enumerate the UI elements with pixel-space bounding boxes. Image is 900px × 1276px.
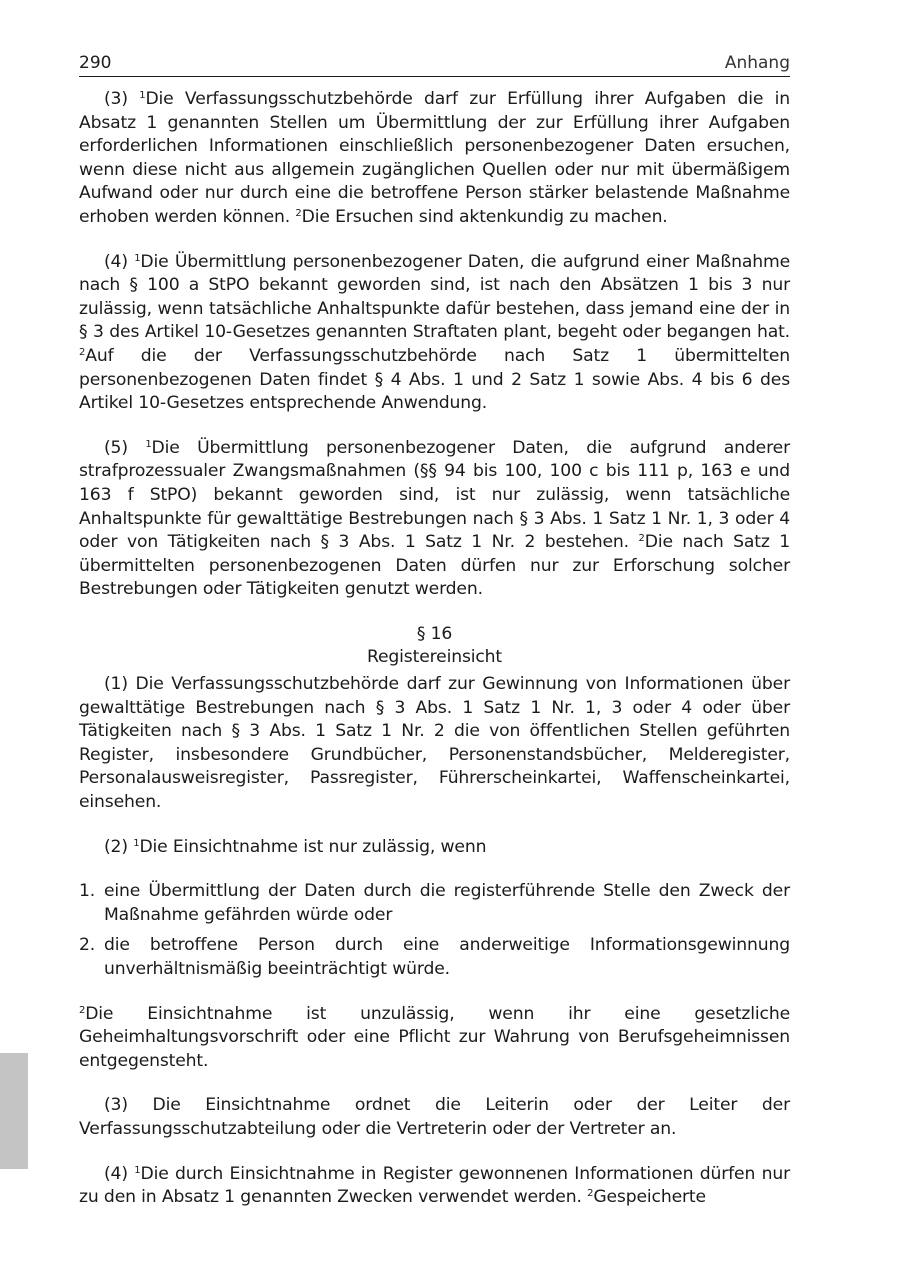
running-header — [79, 52, 790, 77]
section-title: Anhang — [724, 53, 790, 73]
list-item: 2. die betroffene Person durch eine anderweitige Informationsgewinnung unverhältnismäßig beeinträchtigt würde. — [79, 935, 790, 979]
paragraph-15-3: (3) $^1$Die Verfassungsschutzbehörde darf zur Erfüllung ihrer Aufgaben die in Absatz 1 genannten Stellen um Übermittlung der zur Erfüllung ihrer Aufgaben erforderlichen Informationen einschließlich personenbezogener Daten ersuchen, wenn diese nicht aus allgemein zugänglichen Quellen oder nur mit übermäßigem Aufwand oder nur durch eine die betroffene Person stärker belastende Maßnahme erhoben werden können. $^2$Die Ersuchen sind aktenkundig zu machen. — [79, 89, 790, 227]
paragraph-16-2: (2) $^1$Die Einsichtnahme ist nur zulässig, wenn — [104, 836, 487, 857]
section-number: § 16 — [416, 623, 453, 644]
thumb-index-tab — [0, 1053, 28, 1169]
paragraph-16-3: (3) Die Einsichtnahme ordnet die Leiterin oder der Leiter der Verfassungsschutzabteilung oder die Vertreterin oder der Vertreter an. — [79, 1095, 790, 1139]
sentence-marker: 2 — [638, 533, 645, 545]
sentence-marker: 1 — [133, 837, 140, 849]
sentence-marker: 1 — [134, 1164, 141, 1176]
paragraph-15-5: (5) $^1$Die Übermittlung personenbezogener Daten, die aufgrund anderer strafprozessualer Zwangsmaßnahmen (§§ 94 bis 100, 100 c bis 111 p, 163 e und 163 f StPO) bekannt geworden sind, ist nur zulässig, wenn tatsächliche Anhaltspunkte für gewalttätige Bestrebungen nach § 3 Abs. 1 Satz 1 Nr. 1, 3 oder 4 oder von Tätigkeiten nach § 3 Abs. 1 Satz 1 Nr. 2 bestehen. $^2$Die nach Satz 1 übermittelten personenbezogenen Daten dürfen nur zur Erforschung solcher Bestrebungen oder Tätigkeiten genutzt werden. — [79, 437, 790, 600]
condition-list — [79, 880, 790, 981]
sentence-marker: 2 — [587, 1188, 594, 1200]
document-body — [79, 88, 790, 1231]
list-item: 1. eine Übermittlung der Daten durch die registerführende Stelle den Zweck der Maßnahme gefährden würde oder — [79, 881, 790, 925]
sentence-marker: 1 — [145, 438, 152, 450]
paragraph-16-1: (1) Die Verfassungsschutzbehörde darf zur Gewinnung von Informationen über gewalttätige Bestrebungen nach § 3 Abs. 1 Satz 1 Nr. 1, 3 oder 4 oder über Tätigkeiten nach § 3 Abs. 1 Satz 1 Nr. 2 die von öffentlichen Stellen geführten Register, insbesondere Grundbücher, Personenstandsbücher, Melderegister, Personalausweisregister, Passregister, Führerscheinkartei, Waffenscheinkartei, einsehen. — [79, 674, 790, 813]
sentence-marker: 1 — [139, 90, 146, 101]
sentence-marker: 1 — [134, 252, 141, 264]
sentence-marker: 2 — [79, 1004, 86, 1016]
sentence-marker: 2 — [79, 346, 86, 358]
paragraph-16-4: (4) $^1$Die durch Einsichtnahme in Register gewonnenen Informationen dürfen nur zu den in Absatz 1 genannten Zwecken verwendet werden. $^2$Gespeicherte — [79, 1163, 790, 1208]
paragraph-16-2-continuation: $^2$Die Einsichtnahme ist unzulässig, wenn ihr eine gesetzliche Geheimhaltungsvorschrift oder eine Pflicht zur Wahrung von Berufsgeheimnissen entgegensteht. — [79, 1003, 790, 1071]
sentence-marker: 2 — [295, 207, 302, 219]
section-heading: Registereinsicht — [366, 647, 503, 668]
page-number: 290 — [79, 53, 112, 73]
paragraph-15-4: (4) $^1$Die Übermittlung personenbezogener Daten, die aufgrund einer Maßnahme nach § 100 a StPO bekannt geworden sind, ist nach den Absätzen 1 bis 3 nur zulässig, wenn tatsächliche Anhaltspunkte dafür bestehen, dass jemand eine der in § 3 des Artikel 10-Gesetzes genannten Straftaten plant, begeht oder begangen hat. $^2$Auf die der Verfassungsschutzbehörde nach Satz 1 übermittelten personenbezogenen Daten findet § 4 Abs. 1 und 2 Satz 1 sowie Abs. 4 bis 6 des Artikel 10-Gesetzes entsprechende Anwendung. — [79, 251, 790, 414]
